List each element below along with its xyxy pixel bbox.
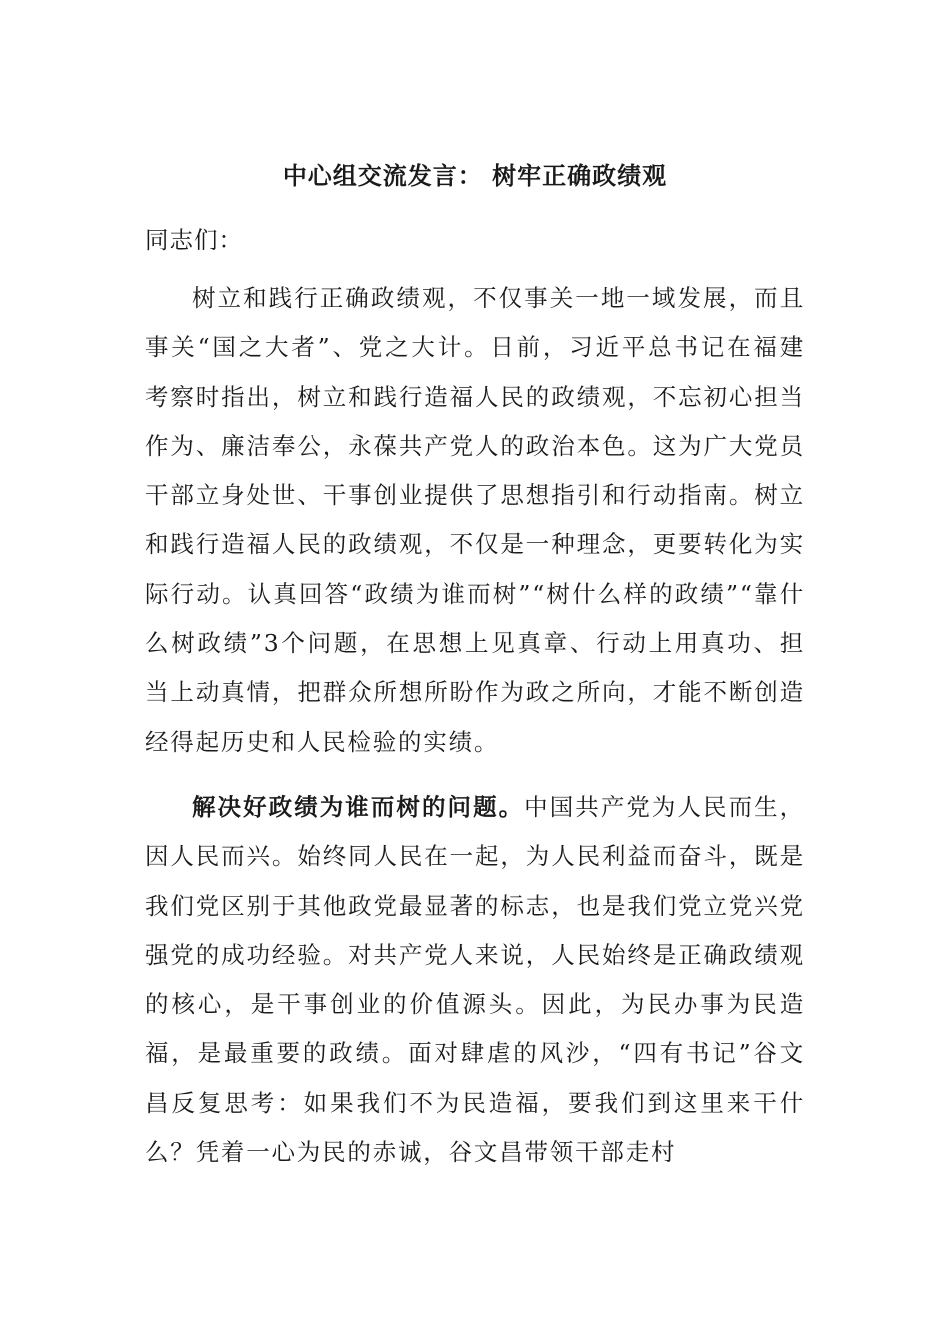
document-title: 中心组交流发言： 树牢正确政绩观 (282, 162, 668, 190)
section-heading: 解决好政绩为谁而树的问题。 (192, 793, 525, 821)
paragraph-intro (145, 274, 805, 767)
paragraph-text: 中国共产党为人民而生，因人民而兴。始终同人民在一起，为人民利益而奋斗，既是我们党区别于其他政党最显著的标志，也是我们党立党兴党强党的成功经验。对共产党人来说，人民始终是正确政绩观的核心，是干事创业的价值源头。因此，为民办事为民造福，是最重要的政绩。面对肆虐的风沙，“四有书记”谷文昌反复思考：如果我们不为民造福，要我们到这里来干什么？凭着一心为民的赤诚，谷文昌带领干部走村 (145, 793, 805, 1167)
paragraph-section-1 (145, 783, 805, 1177)
paragraph-text: 树立和践行正确政绩观，不仅事关一地一域发展，而且事关“国之大者”、党之大计。日前，习近平总书记在福建考察时指出，树立和践行造福人民的政绩观，不忘初心担当作为、廉洁奉公，永葆共产党人的政治本色。这为广大党员干部立身处世、干事创业提供了思想指引和行动指南。树立和践行造福人民的政绩观，不仅是一种理念，更要转化为实际行动。认真回答“政绩为谁而树”“树什么样的政绩”“靠什么树政绩”3个问题，在思想上见真章、行动上用真功、担当上动真情，把群众所想所盼作为政之所向，才能不断创造经得起历史和人民检验的实绩。 (145, 284, 805, 756)
greeting: 同志们： (145, 226, 243, 254)
